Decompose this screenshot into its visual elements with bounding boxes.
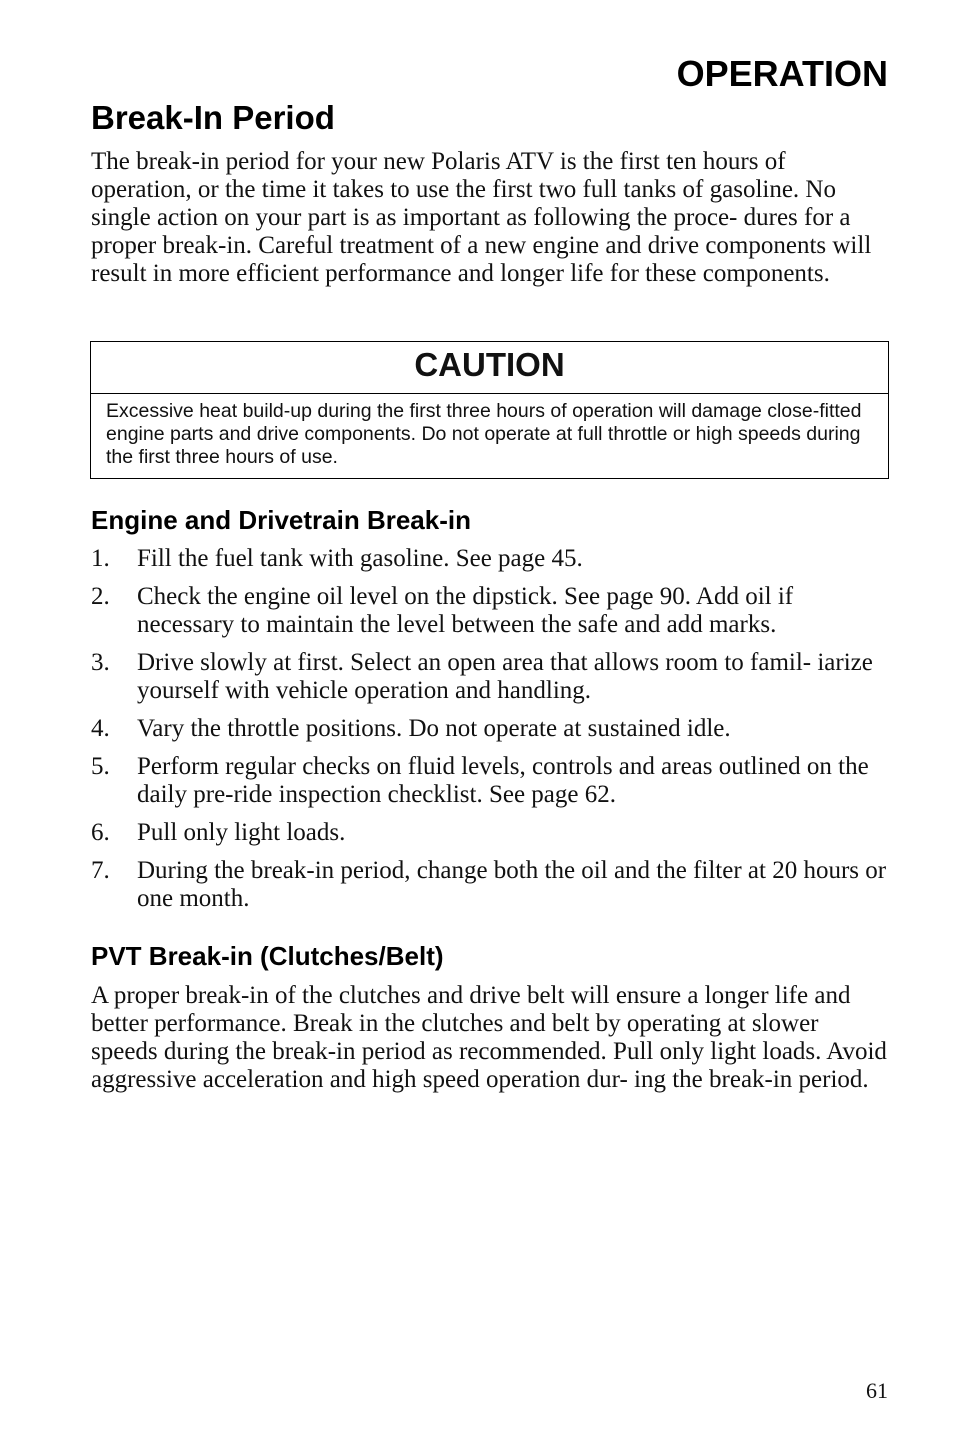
pvt-paragraph: A proper break-in of the clutches and drive belt will ensure a longer life and better performance. Break in the clutches and belt by operating at slower speeds during the break-in period as recommended. Pull only light loads. Avoid aggressive acceleration and high speed operation dur- ing the break-in period. — [91, 982, 887, 1093]
step-item — [91, 857, 891, 913]
step-number: 3. — [91, 649, 110, 676]
step-number: 1. — [91, 545, 110, 572]
step-text: Perform regular checks on fluid levels, controls and areas outlined on the daily pre-ride inspection checklist. See page 62. — [137, 753, 869, 808]
caution-text: Excessive heat build-up during the first three hours of operation will damage close-fitted engine parts and drive components. Do not operate at full throttle or high speeds during the first three hours of use. — [106, 400, 862, 468]
step-text: Fill the fuel tank with gasoline. See page 45. — [137, 545, 583, 572]
step-number: 7. — [91, 857, 110, 884]
step-text: Pull only light loads. — [137, 819, 346, 846]
page-title: Break-In Period — [91, 99, 335, 136]
intro-paragraph: The break-in period for your new Polaris ATV is the first ten hours of operation, or the time it takes to use the first two full tanks of gasoline. No single action on your part is as important as following the proce- dures for a proper break-in. Careful treatment of a new engine and drive components will result in more efficient performance and longer life for these components. — [91, 148, 872, 287]
step-item — [91, 583, 891, 639]
step-text: During the break-in period, change both the oil and the filter at 20 hours or one month. — [137, 857, 887, 912]
caution-title: CAUTION — [91, 342, 888, 394]
step-number: 4. — [91, 715, 110, 742]
page-number: 61 — [866, 1378, 888, 1403]
step-number: 5. — [91, 753, 110, 780]
step-item — [91, 753, 891, 809]
step-text: Check the engine oil level on the dipstick. See page 90. Add oil if necessary to maintain the level between the safe and add marks. — [137, 583, 794, 638]
step-item — [91, 819, 891, 847]
caution-box — [90, 341, 889, 479]
pvt-break-in-heading: PVT Break-in (Clutches/Belt) — [91, 941, 444, 971]
step-text: Vary the throttle positions. Do not operate at sustained idle. — [137, 715, 731, 742]
step-item — [91, 715, 891, 743]
step-number: 6. — [91, 819, 110, 846]
section-header: OPERATION — [676, 53, 888, 94]
engine-break-in-heading: Engine and Drivetrain Break-in — [91, 505, 471, 535]
engine-break-in-steps — [91, 545, 891, 923]
step-item — [91, 649, 891, 705]
step-item — [91, 545, 891, 573]
step-number: 2. — [91, 583, 110, 610]
step-text: Drive slowly at first. Select an open area that allows room to famil- iarize yourself with vehicle operation and handling. — [137, 649, 873, 704]
